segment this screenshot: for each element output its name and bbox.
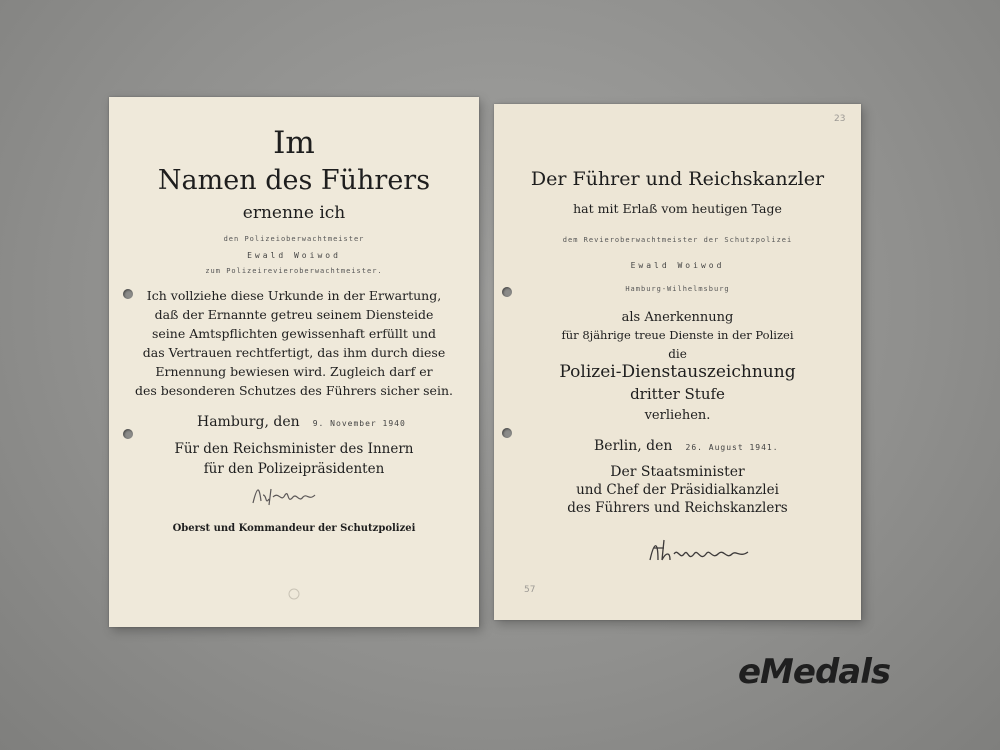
pencil-mark: 23 <box>834 114 846 124</box>
signer-line: und Chef der Präsidialkanzlei <box>576 482 779 498</box>
signer-line: Der Staatsminister <box>610 464 745 480</box>
authority-line: Für den Reichsminister des Innern <box>174 441 414 457</box>
typed-rank: dem Revieroberwachtmeister der Schutzpolizei <box>562 236 793 244</box>
punch-hole <box>123 429 133 439</box>
date: 26. August 1941. <box>685 443 779 452</box>
body-line: das Vertrauen rechtfertigt, das ihm durch diese <box>142 345 446 360</box>
heading-ernenne: ernenne ich <box>242 203 346 223</box>
place: Berlin, den <box>594 438 673 454</box>
signer-title: Oberst und Kommandeur der Schutzpolizei <box>172 523 416 534</box>
heading-namen: Namen des Führers <box>157 165 431 196</box>
body-line: des besonderen Schutzes des Führers sicher sein. <box>135 383 453 398</box>
signature <box>249 481 319 511</box>
typed-name: Ewald Woiwod <box>630 261 725 270</box>
conferred-line: verliehen. <box>644 408 711 423</box>
article-line: die <box>668 347 687 361</box>
recognition-line: als Anerkennung <box>621 310 734 325</box>
body-line: seine Amtspflichten gewissenhaft erfüllt und <box>151 326 437 341</box>
body-line: daß der Ernannte getreu seinem Diensteide <box>154 307 434 322</box>
signer-line: des Führers und Reichskanzlers <box>567 500 788 516</box>
signature <box>644 534 764 570</box>
brand-logo <box>738 652 890 692</box>
award-class: dritter Stufe <box>630 385 725 403</box>
heading-erlass: hat mit Erlaß vom heutigen Tage <box>573 201 782 216</box>
pencil-mark: 57 <box>524 585 536 595</box>
award-certificate <box>494 104 861 620</box>
authority-line: für den Polizeipräsidenten <box>203 461 385 477</box>
typed-new-rank: zum Polizeirevieroberwachtmeister. <box>205 267 383 275</box>
typed-rank: den Polizeioberwachtmeister <box>223 235 365 243</box>
body-line: Ernennung bewiesen wird. Zugleich darf er <box>155 364 433 379</box>
place: Hamburg, den <box>197 414 300 430</box>
place-date <box>594 435 779 454</box>
place-date <box>197 411 406 430</box>
faint-stamp <box>287 587 301 601</box>
date: 9. November 1940 <box>312 419 406 428</box>
typed-name: Ewald Woiwod <box>247 251 341 260</box>
heading-fuehrer: Der Führer und Reichskanzler <box>530 168 825 190</box>
heading-im: Im <box>273 125 315 161</box>
body-line: Ich vollziehe diese Urkunde in der Erwartung, <box>146 288 442 303</box>
appointment-certificate <box>109 97 479 627</box>
award-name: Polizei-Dienstauszeichnung <box>559 362 796 382</box>
punch-hole <box>502 428 512 438</box>
typed-place: Hamburg-Wilhelmsburg <box>625 285 730 293</box>
brand-name: eMedals <box>738 652 891 692</box>
service-line: für 8jährige treue Dienste in der Polizei <box>561 328 794 342</box>
